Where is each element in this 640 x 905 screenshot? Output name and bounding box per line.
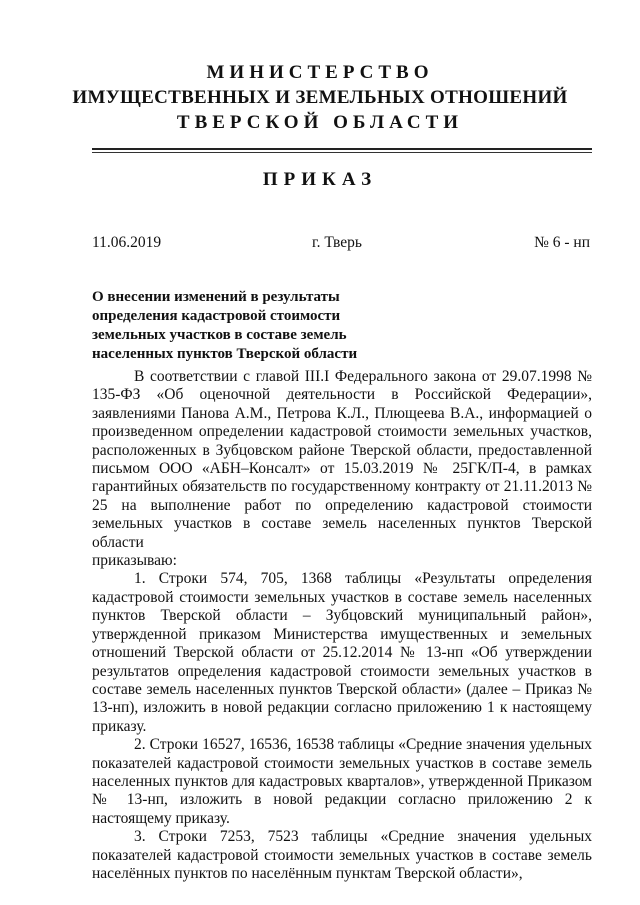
header-divider-thick [92, 148, 592, 150]
order-body [92, 368, 592, 883]
order-subject: О внесении изменений в результаты определения кадастровой стоимости земельных участков в составе земель населенных пунктов Тверской области [92, 289, 358, 362]
order-number: № 6 - нп [534, 234, 590, 251]
order-city: г. Тверь [312, 234, 362, 251]
order-item-3: 3. Строки 7253, 7523 таблицы «Средние значения удельных показателей кадастровой стоимости земельных участков в составе земель населённых пунктов по населённым пунктам Тверской области», [92, 828, 592, 882]
header-divider-thin [92, 152, 592, 153]
ministry-line-3: ТВЕРСКОЙ ОБЛАСТИ [176, 112, 464, 133]
ministry-line-1: МИНИСТЕРСТВО [206, 62, 434, 83]
body-intro: В соответствии с главой III.I Федерального закона от 29.07.1998 № 135-ФЗ «Об оценочной деятельности в Российской Федерации», заявлениями Панова А.М., Петрова К.Л., Плющеева В.А., информацией о произведенном определении кадастровой стоимости земельных участков, расположенных в Зубцовском районе Тверской области, предоставленной письмом ООО «АБН–Консалт» от 15.03.2019 № 25ГК/П-4, в рамках гарантийных обязательств по государственному контракту от 21.11.2013 № 25 на выполнение работ по определению кадастровой стоимости земельных участков в составе земель населенных пунктов Тверской области [92, 368, 592, 551]
order-date: 11.06.2019 [92, 234, 162, 251]
order-item-1: 1. Строки 574, 705, 1368 таблицы «Результаты определения кадастровой стоимости земельных участков в составе земель населенных пунктов Тверской области – Зубцовский муниципальный район», утвержденной приказом Министерства имущественных и земельных отношений Тверской области от 25.12.2014 № 13-нп «Об утверждении результатов определения кадастровой стоимости земельных участков в составе земель населенных пунктов Тверской области» (далее – Приказ № 13-нп), изложить в новой редакции согласно приложению 1 к настоящему приказу. [92, 570, 592, 735]
order-word: приказываю: [92, 552, 177, 570]
ministry-line-2: ИМУЩЕСТВЕННЫХ И ЗЕМЕЛЬНЫХ ОТНОШЕНИЙ [72, 87, 568, 108]
ministry-header [0, 60, 640, 135]
order-item-2: 2. Строки 16527, 16536, 16538 таблицы «Средние значения удельных показателей кадастровой стоимости земельных участков в составе земель населенных пунктов для кадастровых кварталов», утвержденной Приказом № 13-нп, изложить в новой редакции согласно приложению 2 к настоящему приказу. [92, 736, 592, 827]
order-title: ПРИКАЗ [262, 169, 378, 190]
